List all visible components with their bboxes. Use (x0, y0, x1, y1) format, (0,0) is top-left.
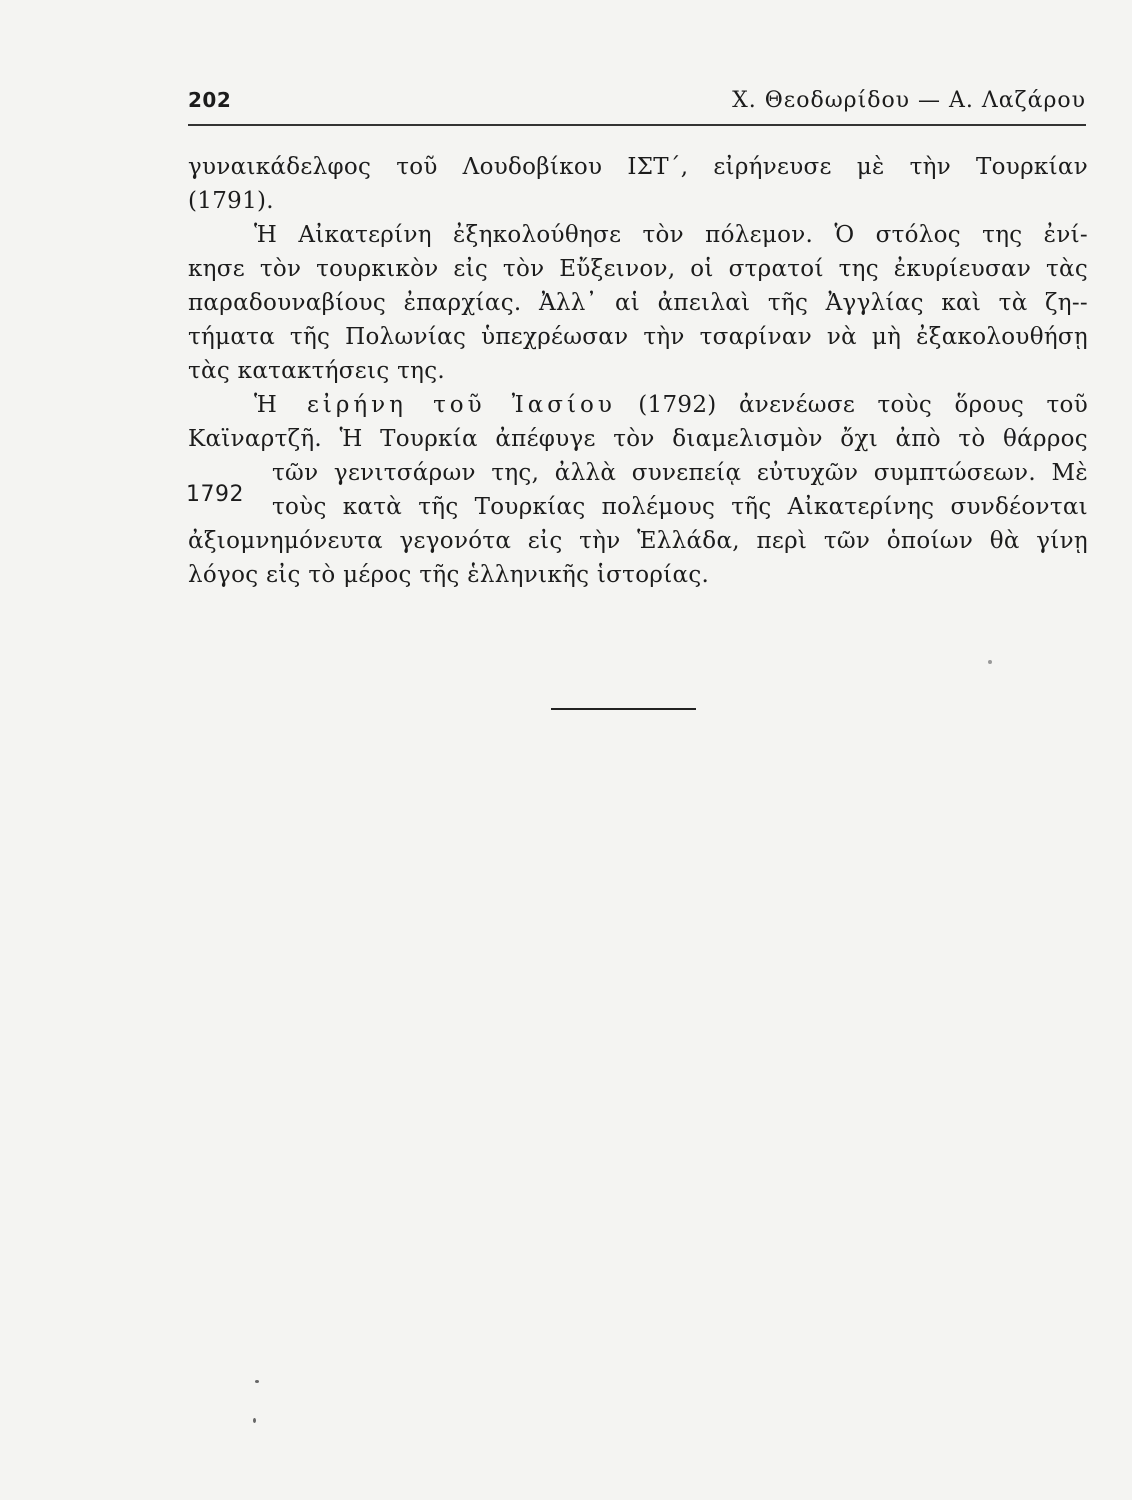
page-number: 202 (188, 88, 232, 112)
text-line: κησε τὸν τουρκικὸν εἰς τὸν Εὔξεινον, οἱ στρατοί της ἐκυρίευσαν τὰς (188, 256, 1088, 282)
text-line: γυναικάδελφος τοῦ Λουδοβίκου ΙΣΤ΄, εἰρήνευσε μὲ τὴν Τουρκίαν (188, 154, 1088, 180)
text-line: λόγος εἰς τὸ μέρος τῆς ἑλληνικῆς ἱστορίας. (188, 562, 710, 588)
text-line: (1791). (188, 188, 274, 214)
paper-speck (255, 1380, 259, 1383)
text-line: ἀξιομνημόνευτα γεγονότα εἰς τὴν Ἑλλάδα, περὶ τῶν ὁποίων θὰ γίνῃ (188, 528, 1088, 554)
margin-note-year: 1792 (186, 482, 244, 507)
section-end-rule (551, 708, 696, 710)
text-line: παραδουναβίους ἐπαρχίας. Ἀλλ᾽ αἱ ἀπειλαὶ τῆς Ἀγγλίας καὶ τὰ ζη-- (188, 290, 1088, 316)
text-line: τῶν γενιτσάρων της, ἀλλὰ συνεπείᾳ εὐτυχῶν συμπτώσεων. Μὲ (272, 460, 1088, 486)
text-line (188, 388, 1088, 422)
text-line: τὰς κατακτήσεις της. (188, 358, 446, 384)
text-line: τοὺς κατὰ τῆς Τουρκίας πολέμους τῆς Αἰκατερίνης συνδέονται (272, 494, 1088, 520)
paper-speck (988, 660, 992, 664)
spaced-phrase: Ἡ εἰρήνη τοῦ Ἰασίου (254, 392, 616, 418)
body-text (188, 150, 1088, 592)
running-head: Χ. Θεοδωρίδου — Α. Λαζάρου (732, 88, 1086, 113)
text-line: Ἡ Αἰκατερίνη ἐξηκολούθησε τὸν πόλεμον. Ὁ στόλος της ἐνί- (254, 222, 1088, 248)
text-line: Καϊναρτζῆ. Ἡ Τουρκία ἀπέφυγε τὸν διαμελισμὸν ὄχι ἀπὸ τὸ θάρρος (188, 426, 1088, 452)
paper-speck (253, 1418, 256, 1423)
text-line-rest: (1792) ἀνενέωσε τοὺς ὅρους τοῦ (638, 392, 1088, 418)
text-line: τήματα τῆς Πολωνίας ὑπεχρέωσαν τὴν τσαρίναν νὰ μὴ ἐξακολουθήσῃ (188, 324, 1088, 350)
page-header (188, 84, 1086, 126)
